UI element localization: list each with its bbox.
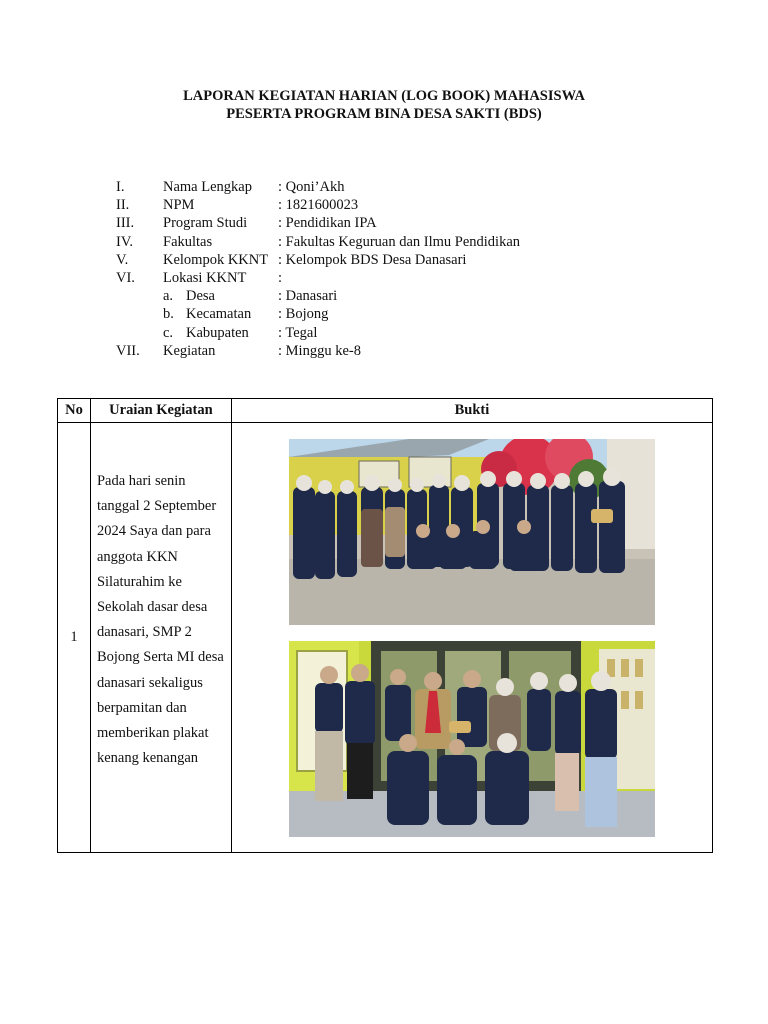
info-row-fakultas: IV. Fakultas : Fakultas Keguruan dan Ilmu Pendidikan <box>116 233 521 250</box>
header-bukti: Bukti <box>231 399 712 423</box>
info-row-lokasi: VI. Lokasi KKNT : <box>116 269 283 286</box>
table-row <box>58 423 713 853</box>
info-row-nama: I. Nama Lengkap : Qoni’Akh <box>116 179 345 195</box>
title-line-1: LAPORAN KEGIATAN HARIAN (LOG BOOK) MAHASISWA <box>183 88 585 104</box>
info-row-prodi: III. Program Studi : Pendidikan IPA <box>116 215 377 232</box>
header-uraian: Uraian Kegiatan <box>90 399 231 423</box>
info-subrow-kecamatan: b. Kecamatan : Bojong <box>163 306 329 323</box>
table-header-row <box>58 399 713 423</box>
activity-description: Pada hari senin tanggal 2 September 2024 Saya dan para anggota KKN Silaturahim ke Sekolah dasar desa danasari, SMP 2 Bojong Serta MI desa danasari sekaligus berpamitan dan memberikan plakat kenang kenangan <box>90 423 231 853</box>
info-subrow-desa: a. Desa : Danasari <box>163 288 338 305</box>
row-number: 1 <box>58 423 91 853</box>
evidence-photo-indoor <box>289 641 655 837</box>
evidence-photo-outdoor <box>289 439 655 625</box>
student-info <box>116 178 520 360</box>
title-line-2: PESERTA PROGRAM BINA DESA SAKTI (BDS) <box>226 106 542 122</box>
header-no: No <box>58 399 91 423</box>
activity-table <box>57 398 713 853</box>
info-row-npm: II. NPM : 1821600023 <box>116 197 359 214</box>
evidence-cell <box>231 423 712 853</box>
info-row-kelompok: V. Kelompok KKNT : Kelompok BDS Desa Danasari <box>116 251 467 268</box>
info-row-kegiatan: VII. Kegiatan : Minggu ke-8 <box>116 342 361 359</box>
info-subrow-kabupaten: c. Kabupaten : Tegal <box>163 324 318 341</box>
document-title <box>0 87 768 123</box>
